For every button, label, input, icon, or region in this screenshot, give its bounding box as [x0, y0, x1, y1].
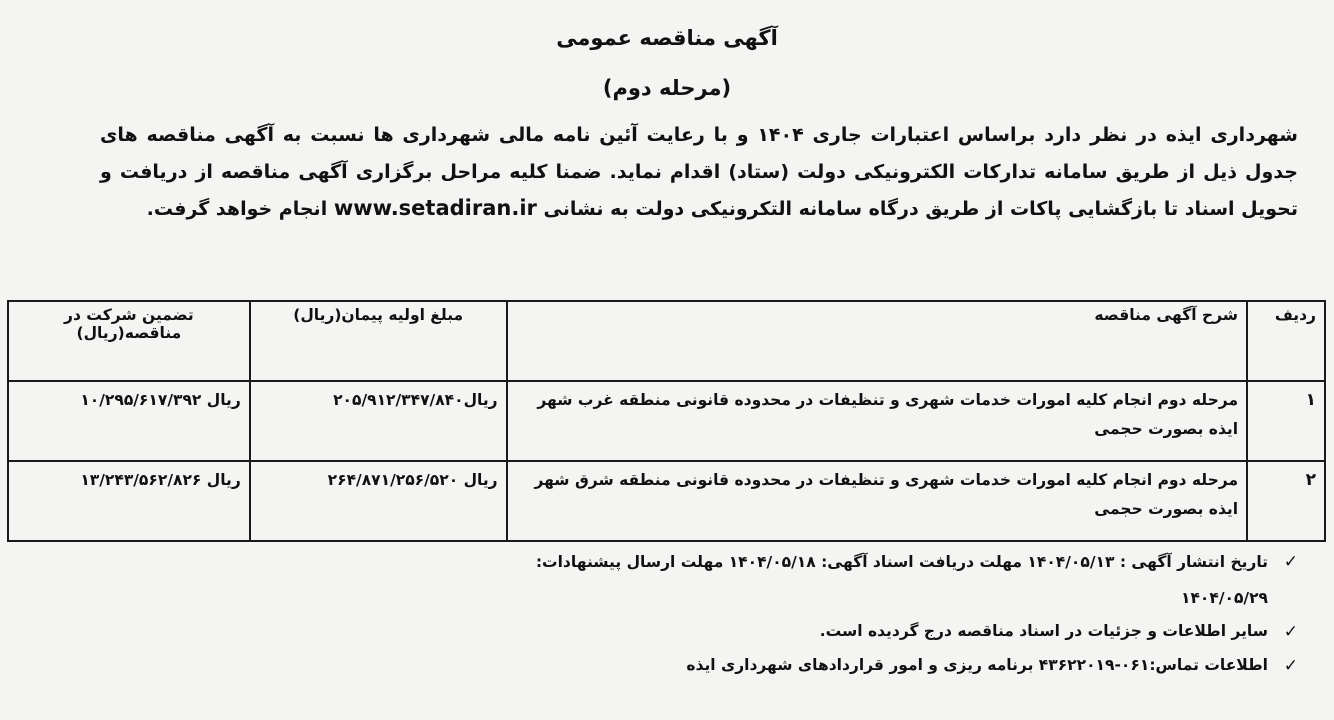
header-row-number: ردیف	[1247, 301, 1325, 381]
list-item	[80, 544, 1298, 618]
tender-table	[7, 300, 1326, 542]
table-header-row	[8, 301, 1325, 381]
checkmark-icon: ✓	[1283, 622, 1298, 642]
intro-text: شهرداری ایذه در نظر دارد براساس اعتبارات جاری ۱۴۰۴ و با رعایت آئین نامه مالی شهرداری ها نسبت به آگهی مناقصه های جدول ذیل از طریق سامانه تدارکات الکترونیکی دولت (ستاد) اقدام نماید. ضمنا کلیه مراحل برگزاری آگهی مناقصه از دریافت و تحویل اسناد تا بازگشایی پاکات از طریق درگاه سامانه التکرونیکی دولت به نشانی	[100, 124, 1298, 220]
row-number: ۱	[1247, 381, 1325, 461]
row-guarantee: ۱۰/۲۹۵/۶۱۷/۳۹۲ ریال	[8, 381, 250, 461]
row-number: ۲	[1247, 461, 1325, 541]
row-amount: ۲۶۴/۸۷۱/۲۵۶/۵۲۰ ریال	[250, 461, 507, 541]
table-row	[8, 461, 1325, 541]
deadline-date: ۱۴۰۴/۰۵/۲۹	[1180, 589, 1268, 607]
details-note: سایر اطلاعات و جزئیات در اسناد مناقصه درج گردیده است.	[819, 622, 1268, 640]
checkmark-icon: ✓	[1283, 656, 1298, 676]
notice-title: آگهی مناقصه عمومی	[556, 26, 778, 50]
row-amount: ۲۰۵/۹۱۲/۳۴۷/۸۴۰ریال	[250, 381, 507, 461]
intro-text-end: انجام خواهد گرفت.	[146, 198, 328, 220]
row-guarantee: ۱۳/۲۴۳/۵۶۲/۸۲۶ ریال	[8, 461, 250, 541]
list-item	[80, 656, 1298, 686]
notice-subtitle: (مرحله دوم)	[602, 76, 732, 100]
intro-paragraph	[100, 117, 1298, 228]
header-amount: مبلغ اولیه پیمان(ریال)	[250, 301, 507, 381]
notes-list	[80, 544, 1298, 686]
table-row	[8, 381, 1325, 461]
checkmark-icon: ✓	[1283, 552, 1298, 572]
dates-text: تاریخ انتشار آگهی : ۱۴۰۴/۰۵/۱۳ مهلت دریافت اسناد آگهی: ۱۴۰۴/۰۵/۱۸ مهلت ارسال پیشنهادات:	[535, 553, 1268, 571]
header-description: شرح آگهی مناقصه	[507, 301, 1247, 381]
row-description: مرحله دوم انجام کلیه امورات خدمات شهری و تنظیفات در محدوده قانونی منطقه شرق شهر ایذه بصورت حجمی	[507, 461, 1247, 541]
row-description: مرحله دوم انجام کلیه امورات خدمات شهری و تنظیفات در محدوده قانونی منطقه غرب شهر ایذه بصورت حجمی	[507, 381, 1247, 461]
setad-website-link[interactable]: www.setadiran.ir	[333, 196, 537, 220]
header-guarantee: تضمین شرکت در مناقصه(ریال)	[8, 301, 250, 381]
list-item	[80, 622, 1298, 656]
contact-info: اطلاعات تماس:۰۶۱-۴۳۶۲۲۰۱۹ برنامه ریزی و امور قراردادهای شهرداری ایذه	[686, 656, 1268, 674]
